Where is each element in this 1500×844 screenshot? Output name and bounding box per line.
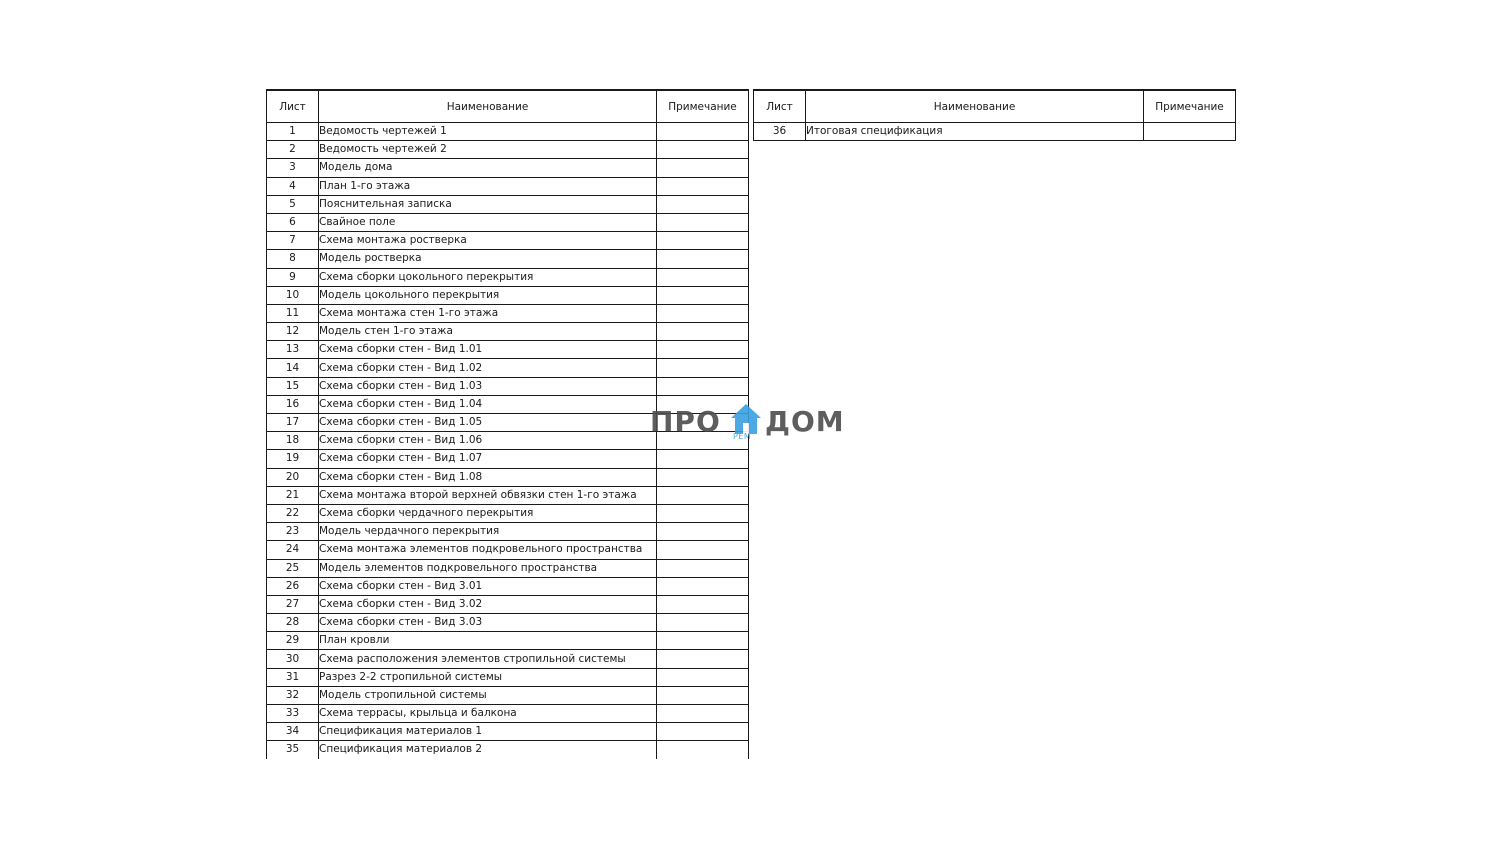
sheet-number-cell: 1: [267, 123, 319, 141]
table-row: [267, 286, 749, 304]
sheet-number-cell: 17: [267, 414, 319, 432]
sheet-note-cell: [657, 468, 749, 486]
sheet-note-cell: [657, 286, 749, 304]
sheet-name-cell: Схема террасы, крыльца и балкона: [319, 705, 657, 723]
sheet-note-cell: [657, 304, 749, 322]
sheet-number-cell: 10: [267, 286, 319, 304]
table-row: [267, 468, 749, 486]
table-row: [267, 177, 749, 195]
table-row: [267, 595, 749, 613]
sheet-name-cell: Ведомость чертежей 1: [319, 123, 657, 141]
sheet-number-cell: 18: [267, 432, 319, 450]
sheet-name-cell: Схема монтажа стен 1-го этажа: [319, 304, 657, 322]
header-name: Наименование: [319, 90, 657, 123]
sheet-number-cell: 20: [267, 468, 319, 486]
sheet-number-cell: 36: [754, 123, 806, 141]
sheet-number-cell: 34: [267, 723, 319, 741]
header-name: Наименование: [806, 90, 1144, 123]
sheet-name-cell: Схема сборки стен - Вид 1.01: [319, 341, 657, 359]
sheet-number-cell: 29: [267, 632, 319, 650]
table-row: [267, 523, 749, 541]
sheet-name-cell: Модель стропильной системы: [319, 686, 657, 704]
sheet-note-cell: [1144, 123, 1236, 141]
sheet-number-cell: 23: [267, 523, 319, 541]
sheet-note-cell: [657, 341, 749, 359]
sheet-note-cell: [657, 559, 749, 577]
sheet-number-cell: 25: [267, 559, 319, 577]
sheet-name-cell: Ведомость чертежей 2: [319, 141, 657, 159]
sheet-note-cell: [657, 668, 749, 686]
table-cutoff-mask: [266, 759, 749, 761]
sheet-note-cell: [657, 650, 749, 668]
table-row: [267, 504, 749, 522]
sheet-name-cell: Схема расположения элементов стропильной системы: [319, 650, 657, 668]
sheet-name-cell: Схема монтажа второй верхней обвязки стен 1-го этажа: [319, 486, 657, 504]
sheet-note-cell: [657, 195, 749, 213]
table-row: [267, 195, 749, 213]
table-row: [267, 304, 749, 322]
table-row: [267, 632, 749, 650]
sheet-number-cell: 11: [267, 304, 319, 322]
sheet-number-cell: 3: [267, 159, 319, 177]
table-row: [267, 341, 749, 359]
sheet-name-cell: Схема монтажа элементов подкровельного пространства: [319, 541, 657, 559]
sheet-number-cell: 19: [267, 450, 319, 468]
sheet-name-cell: Схема сборки чердачного перекрытия: [319, 504, 657, 522]
sheet-note-cell: [657, 723, 749, 741]
sheet-number-cell: 31: [267, 668, 319, 686]
sheet-number-cell: 21: [267, 486, 319, 504]
table-row: [267, 577, 749, 595]
sheet-number-cell: 4: [267, 177, 319, 195]
table-row: [267, 450, 749, 468]
sheet-name-cell: Модель элементов подкровельного пространства: [319, 559, 657, 577]
sheet-number-cell: 27: [267, 595, 319, 613]
sheet-number-cell: 28: [267, 614, 319, 632]
sheet-number-cell: 13: [267, 341, 319, 359]
table-row: [267, 268, 749, 286]
sheet-note-cell: [657, 250, 749, 268]
sheet-name-cell: Схема сборки стен - Вид 1.03: [319, 377, 657, 395]
watermark-text-right: ДОМ: [765, 405, 845, 438]
table-row: [267, 486, 749, 504]
table-row: [267, 686, 749, 704]
table-row: [267, 323, 749, 341]
sheet-number-cell: 7: [267, 232, 319, 250]
sheet-name-cell: Схема сборки стен - Вид 3.03: [319, 614, 657, 632]
sheet-number-cell: 15: [267, 377, 319, 395]
sheet-note-cell: [657, 232, 749, 250]
sheet-name-cell: Модель цокольного перекрытия: [319, 286, 657, 304]
sheet-number-cell: 2: [267, 141, 319, 159]
table-row: [267, 650, 749, 668]
sheet-name-cell: Разрез 2-2 стропильной системы: [319, 668, 657, 686]
header-sheet: Лист: [267, 90, 319, 123]
sheet-note-cell: [657, 486, 749, 504]
sheet-number-cell: 26: [267, 577, 319, 595]
sheet-note-cell: [657, 705, 749, 723]
table-row: [267, 123, 749, 141]
sheet-note-cell: [657, 595, 749, 613]
sheet-note-cell: [657, 523, 749, 541]
sheet-name-cell: Схема сборки стен - Вид 1.02: [319, 359, 657, 377]
sheet-name-cell: Пояснительная записка: [319, 195, 657, 213]
sheet-name-cell: Схема сборки стен - Вид 3.01: [319, 577, 657, 595]
sheet-note-cell: [657, 141, 749, 159]
sheet-note-cell: [657, 159, 749, 177]
sheet-name-cell: Модель ростверка: [319, 250, 657, 268]
table-row: [267, 668, 749, 686]
sheet-number-cell: 35: [267, 741, 319, 759]
table-header-row: [267, 90, 749, 123]
sheet-name-cell: Схема сборки стен - Вид 1.08: [319, 468, 657, 486]
sheet-number-cell: 5: [267, 195, 319, 213]
sheet-number-cell: 6: [267, 213, 319, 231]
sheet-note-cell: [657, 323, 749, 341]
sheet-number-cell: 33: [267, 705, 319, 723]
sheet-name-cell: Модель чердачного перекрытия: [319, 523, 657, 541]
sheet-name-cell: Итоговая спецификация: [806, 123, 1144, 141]
sheet-note-cell: [657, 614, 749, 632]
header-sheet: Лист: [754, 90, 806, 123]
sheet-note-cell: [657, 213, 749, 231]
sheet-number-cell: 24: [267, 541, 319, 559]
table-row: [267, 705, 749, 723]
table-row: [267, 741, 749, 759]
sheet-note-cell: [657, 450, 749, 468]
sheet-name-cell: Схема сборки стен - Вид 1.07: [319, 450, 657, 468]
sheet-name-cell: Схема сборки стен - Вид 1.05: [319, 414, 657, 432]
table-row: [267, 723, 749, 741]
sheet-note-cell: [657, 686, 749, 704]
sheet-name-cell: Схема сборки цокольного перекрытия: [319, 268, 657, 286]
sheet-number-cell: 9: [267, 268, 319, 286]
table-row: [267, 614, 749, 632]
sheet-note-cell: [657, 268, 749, 286]
sheet-note-cell: [657, 577, 749, 595]
sheet-note-cell: [657, 504, 749, 522]
sheet-name-cell: План кровли: [319, 632, 657, 650]
sheet-name-cell: Схема сборки стен - Вид 1.04: [319, 395, 657, 413]
header-note: Примечание: [657, 90, 749, 123]
sheet-note-cell: [657, 123, 749, 141]
table-row: [267, 541, 749, 559]
table-header-row: [754, 90, 1236, 123]
drawing-list-table-right: [753, 89, 1236, 141]
table-row: [267, 213, 749, 231]
table-row: [267, 232, 749, 250]
sheet-note-cell: [657, 359, 749, 377]
sheet-name-cell: Спецификация материалов 2: [319, 741, 657, 759]
sheet-number-cell: 32: [267, 686, 319, 704]
table-row: [267, 359, 749, 377]
sheet-number-cell: 8: [267, 250, 319, 268]
sheet-name-cell: Спецификация материалов 1: [319, 723, 657, 741]
sheet-note-cell: [657, 632, 749, 650]
sheet-note-cell: [657, 377, 749, 395]
sheet-name-cell: Схема монтажа ростверка: [319, 232, 657, 250]
sheet-number-cell: 30: [267, 650, 319, 668]
sheet-note-cell: [657, 177, 749, 195]
sheet-number-cell: 16: [267, 395, 319, 413]
sheet-number-cell: 12: [267, 323, 319, 341]
sheet-note-cell: [657, 741, 749, 759]
sheet-name-cell: Модель дома: [319, 159, 657, 177]
table-row: [267, 559, 749, 577]
sheet-note-cell: [657, 541, 749, 559]
table-row: [754, 123, 1236, 141]
watermark-subtext: РЕМ: [733, 432, 752, 441]
table-row: [267, 250, 749, 268]
sheet-name-cell: Схема сборки стен - Вид 1.06: [319, 432, 657, 450]
table-row: [267, 141, 749, 159]
sheet-name-cell: Модель стен 1-го этажа: [319, 323, 657, 341]
prodom-watermark-logo: [650, 401, 850, 445]
header-note: Примечание: [1144, 90, 1236, 123]
sheet-number-cell: 14: [267, 359, 319, 377]
watermark-text-left: ПРО: [650, 405, 721, 438]
table-body-right: [754, 123, 1236, 141]
sheet-name-cell: Схема сборки стен - Вид 3.02: [319, 595, 657, 613]
table-row: [267, 377, 749, 395]
sheet-name-cell: Свайное поле: [319, 213, 657, 231]
table-row: [267, 159, 749, 177]
sheet-number-cell: 22: [267, 504, 319, 522]
sheet-name-cell: План 1-го этажа: [319, 177, 657, 195]
